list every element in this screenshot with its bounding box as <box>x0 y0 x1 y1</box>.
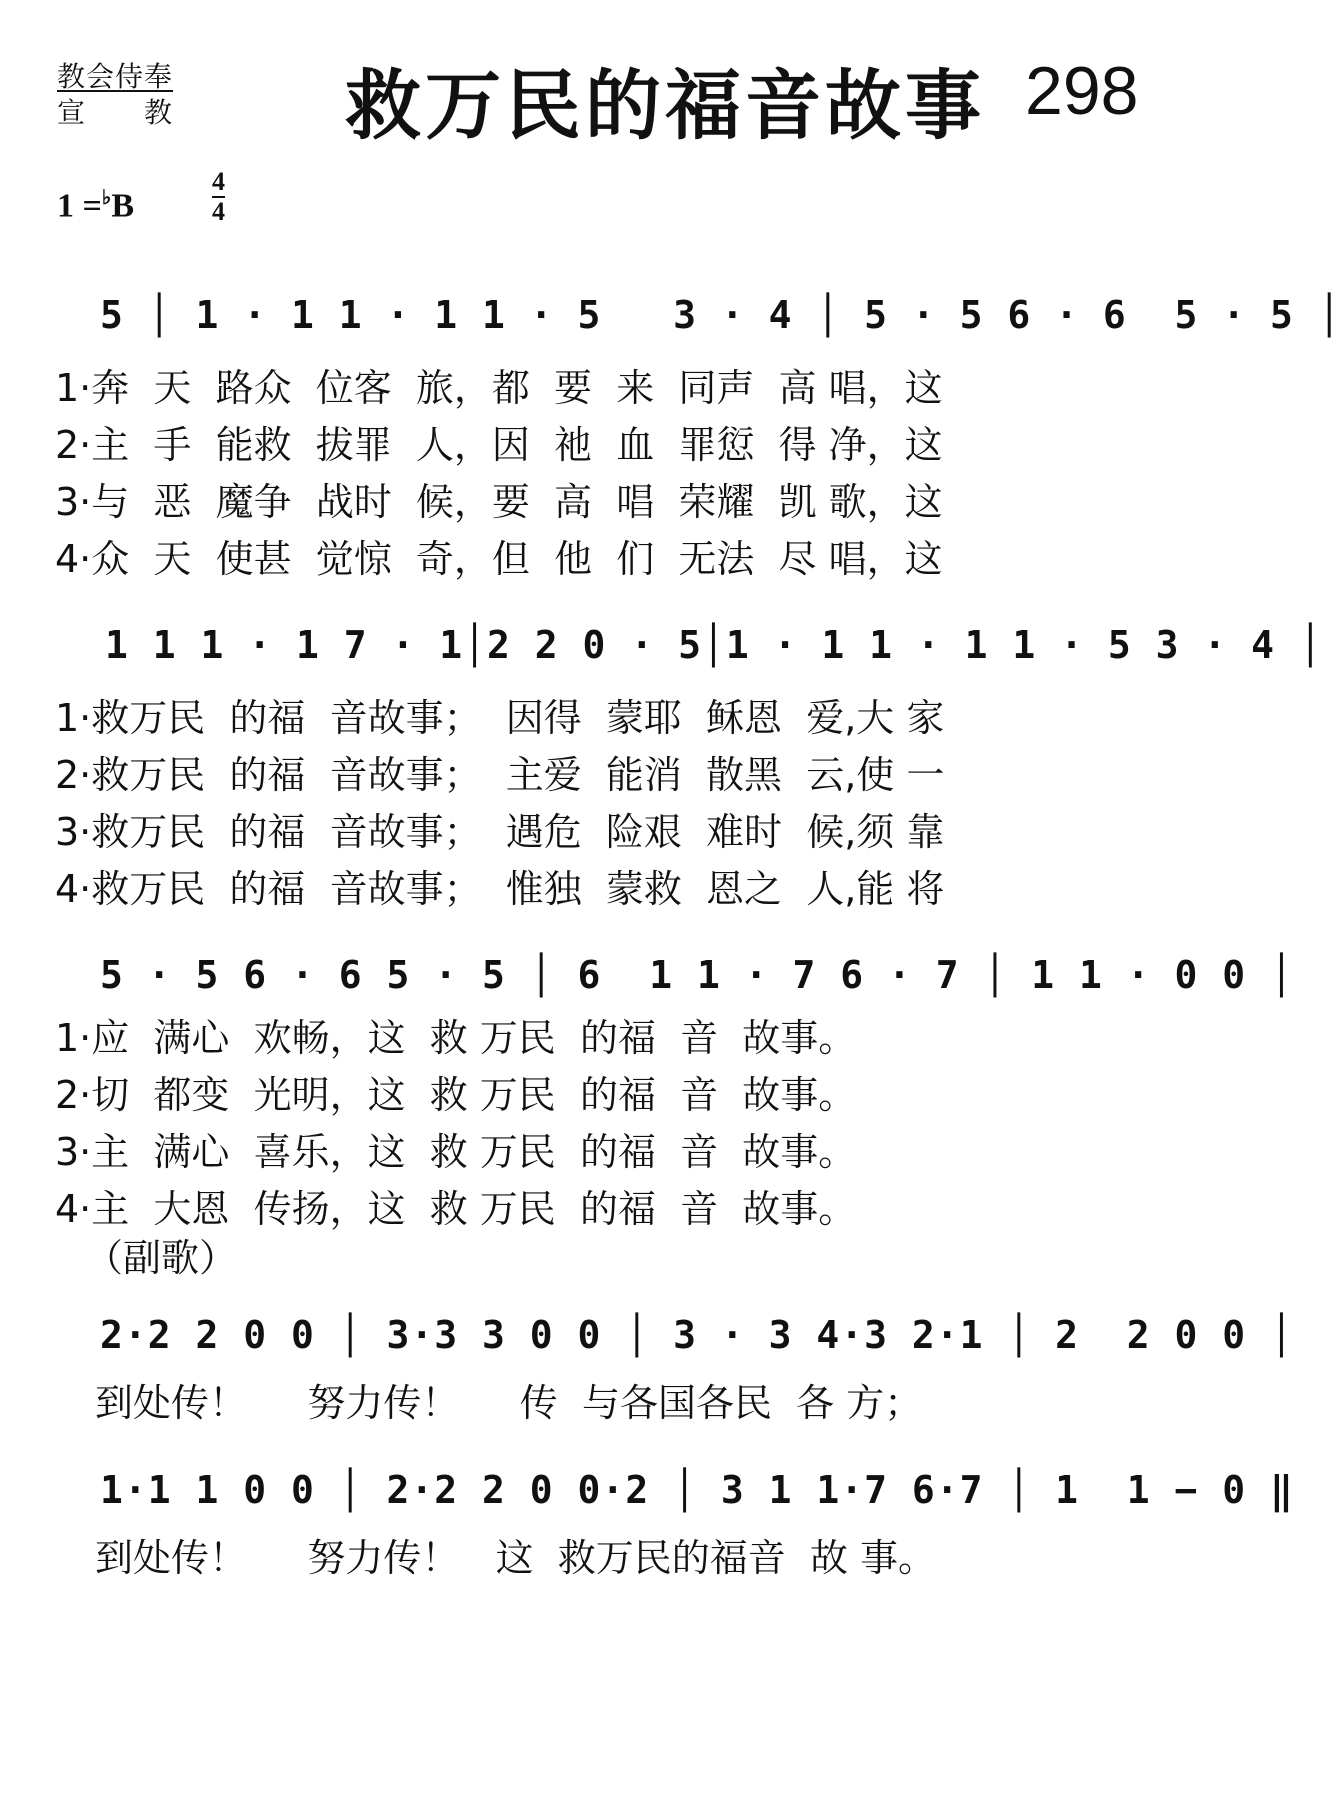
lyric-line: 2·主 手 能救 拔罪 人，因 祂 血 罪愆 得 净，这 <box>55 423 943 467</box>
chorus-label: （副歌） <box>85 1236 238 1280</box>
key-letter: B <box>111 187 134 225</box>
lyric-line: 1·应 满心 欢畅，这 救 万民 的福 音 故事。 <box>55 1016 857 1060</box>
lyric-line: 3·主 满心 喜乐，这 救 万民 的福 音 故事。 <box>55 1130 857 1174</box>
lyric-line: 1·奔 天 路众 位客 旅，都 要 来 同声 高 唱，这 <box>55 366 943 410</box>
lyric-line: 2·救万民 的福 音故事； 主爱 能消 散黑 云,使 一 <box>55 753 945 797</box>
chorus-notation-1: 2·2 2 0 0 │ 3·3 3 0 0 │ 3 · 3 4·3 2·1 │ 2 2 0 0 │ <box>100 1313 1294 1357</box>
hymn-number: 298 <box>1025 53 1139 129</box>
lyric-line: 4·救万民 的福 音故事； 惟独 蒙救 恩之 人,能 将 <box>55 867 945 911</box>
key-signature <box>57 185 134 225</box>
hymn-title: 救万民的福音故事 <box>345 61 985 150</box>
flat-symbol: ♭ <box>101 187 112 209</box>
chorus-lyric-1: 到处传！ 努力传！ 传 与各国各民 各 方； <box>95 1381 923 1425</box>
notation-line-1: 5 │ 1 · 1 1 · 1 1 · 5 3 · 4 │ 5 · 5 6 · 6 5 · 5 │ <box>100 293 1342 337</box>
category-line-2: 宣 教 <box>57 96 174 129</box>
time-top: 4 <box>212 167 225 196</box>
chorus-notation-2: 1·1 1 0 0 │ 2·2 2 0 0·2 │ 3 1 1·7 6·7 │ 1 1 − 0 ‖ <box>100 1468 1294 1512</box>
lyric-line: 3·救万民 的福 音故事； 遇危 险艰 难时 候,须 靠 <box>55 810 945 854</box>
lyric-line: 4·主 大恩 传扬，这 救 万民 的福 音 故事。 <box>55 1187 857 1231</box>
time-signature <box>212 168 225 226</box>
key-prefix: 1 = <box>57 187 102 225</box>
lyric-line: 1·救万民 的福 音故事； 因得 蒙耶 稣恩 爱,大 家 <box>55 696 945 740</box>
chorus-lyric-2: 到处传！ 努力传！ 这 救万民的福音 故 事。 <box>95 1536 937 1580</box>
notation-line-3: 5 · 5 6 · 6 5 · 5 │ 6 1 1 · 7 6 · 7 │ 1 1 · 0 0 │ <box>100 953 1294 997</box>
lyric-line: 4·众 天 使甚 觉惊 奇，但 他 们 无法 尽 唱，这 <box>55 537 943 581</box>
time-bottom: 4 <box>212 197 225 226</box>
lyric-line: 2·切 都变 光明，这 救 万民 的福 音 故事。 <box>55 1073 857 1117</box>
category-line-1: 教会侍奉 <box>57 60 174 93</box>
lyric-line: 3·与 恶 魔争 战时 候，要 高 唱 荣耀 凯 歌，这 <box>55 480 943 524</box>
notation-line-2: 1 1 1 · 1 7 · 1│2 2 0 · 5│1 · 1 1 · 1 1 · 5 3 · 4 │ <box>105 623 1323 667</box>
